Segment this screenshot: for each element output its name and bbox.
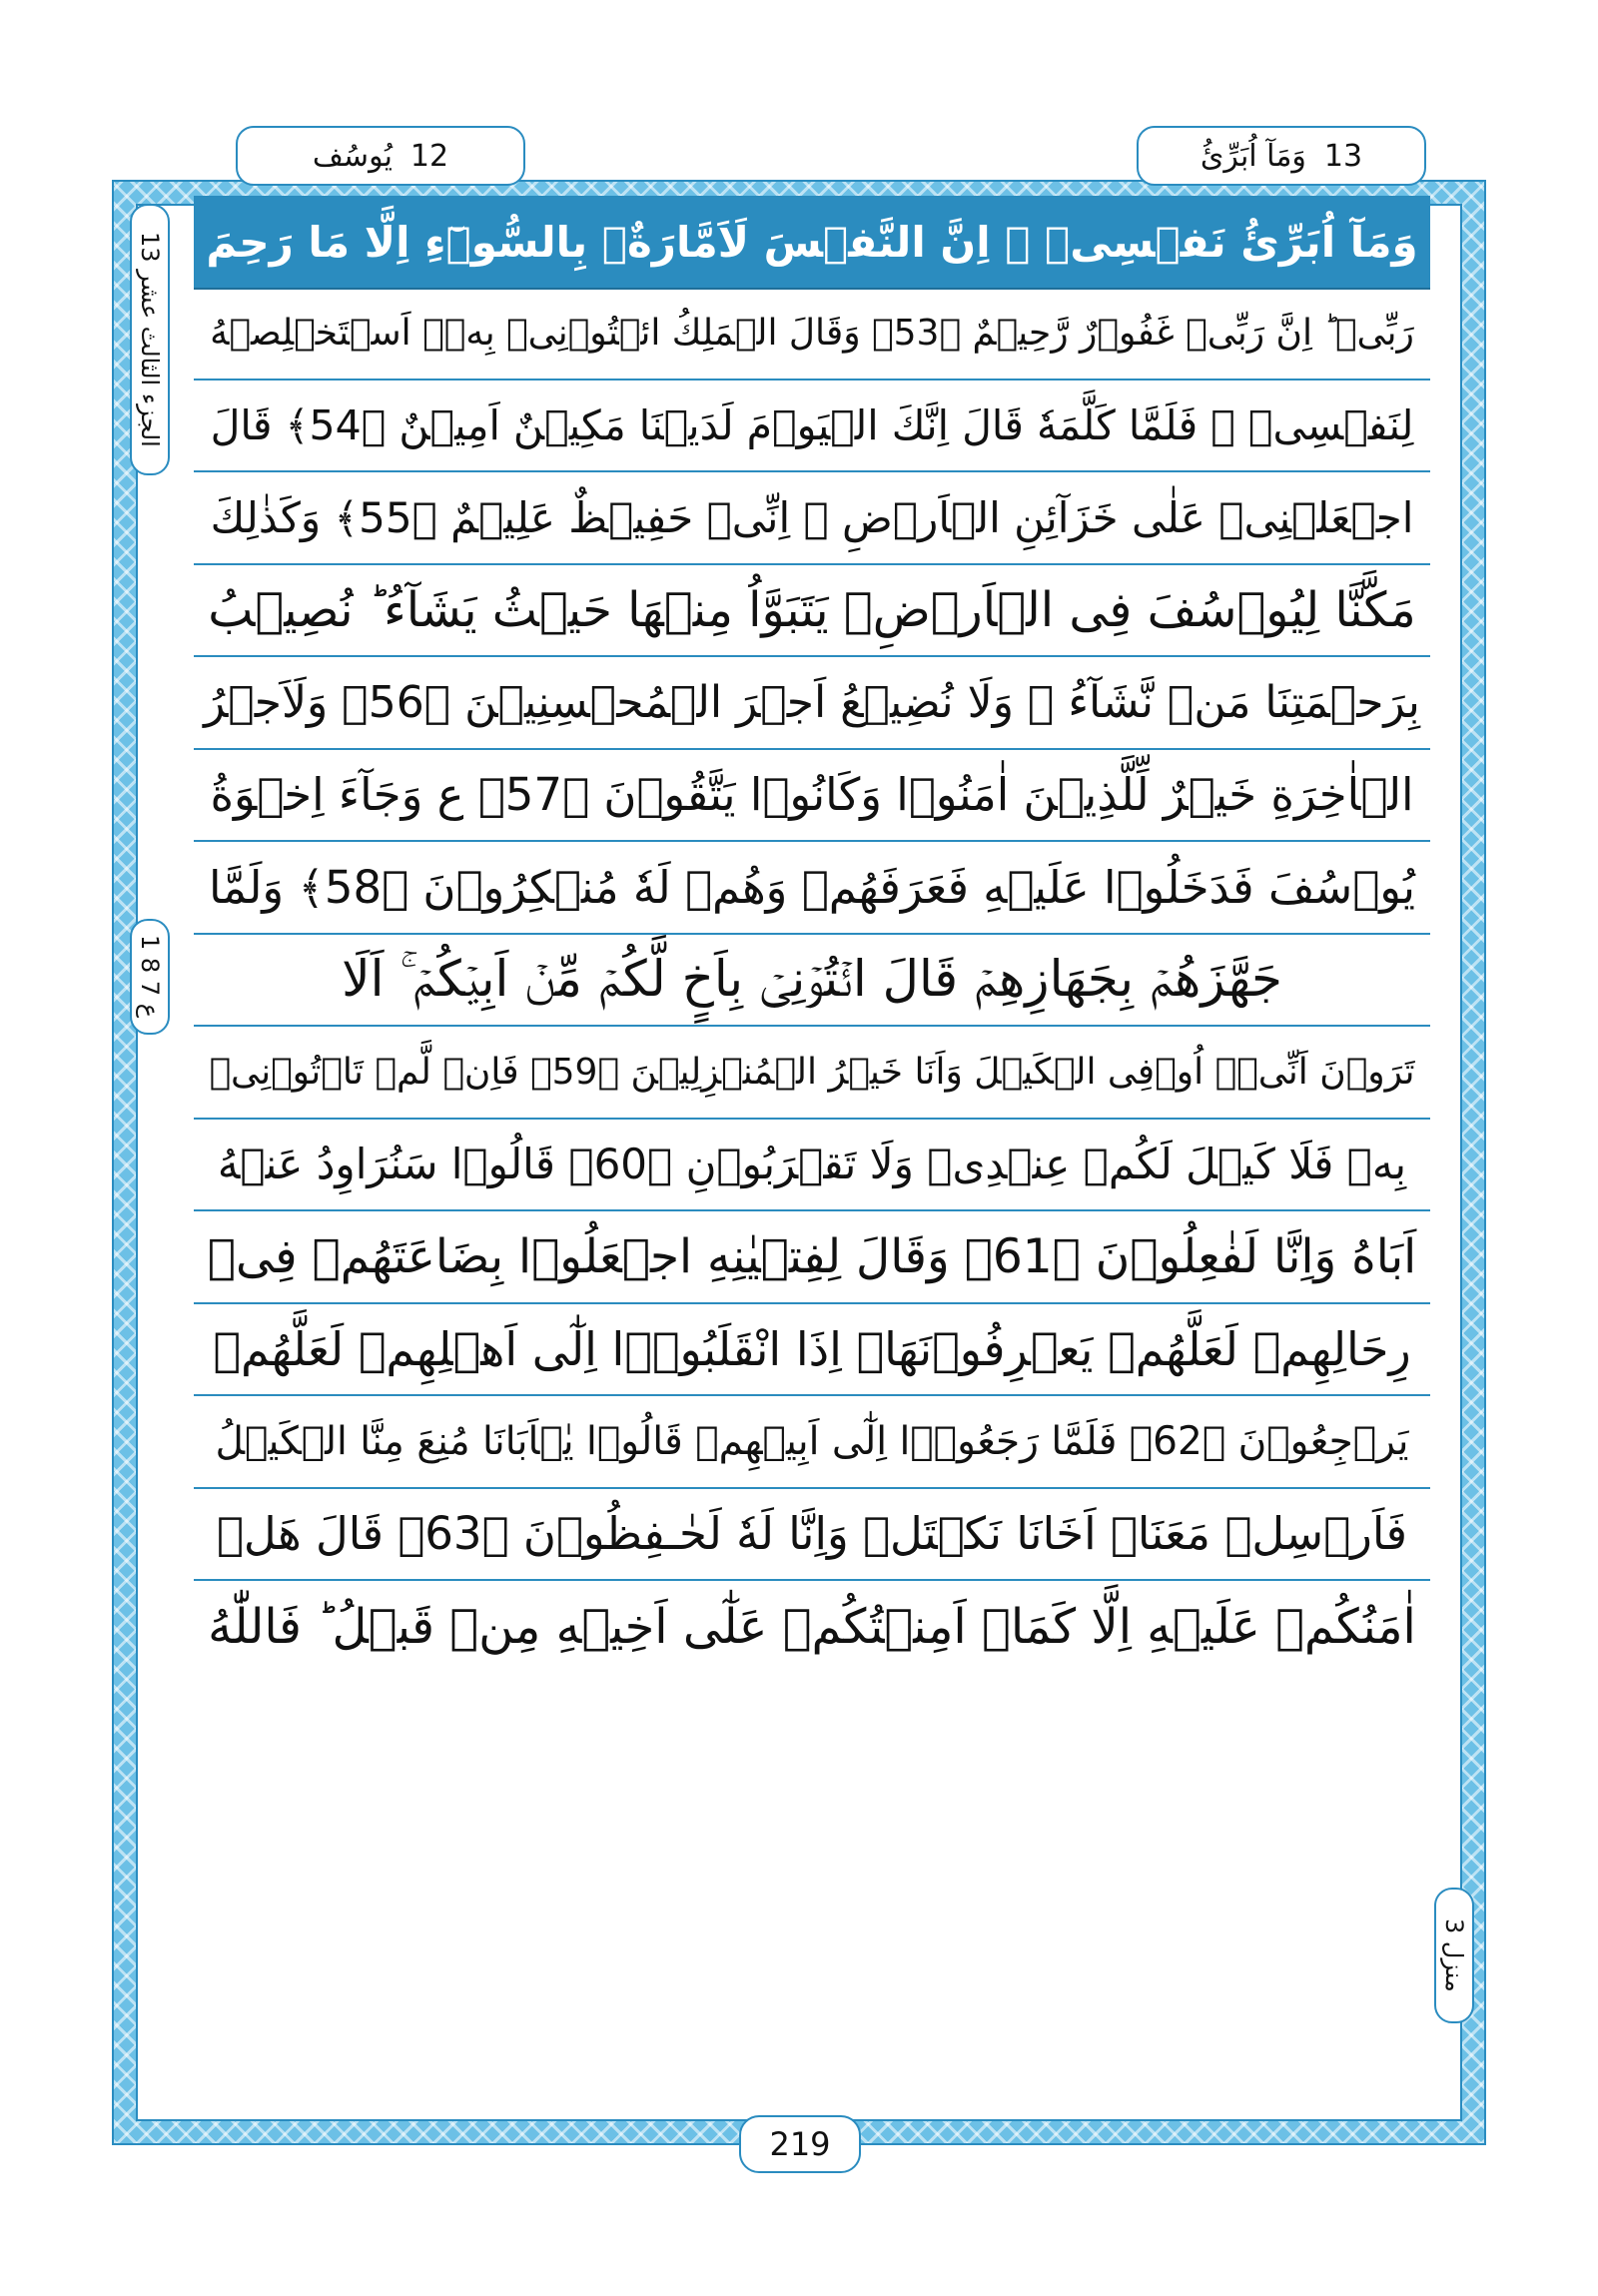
- surah-header: [236, 126, 525, 186]
- highlighted-verse-banner: [194, 196, 1430, 290]
- ruku-side-text: ع 7 8 1: [136, 935, 164, 1019]
- verse-line-text: لِنَفۡسِىۡ‌ ۚ فَلَمَّا كَلَّمَهٗ قَالَ اِنَّكَ الۡيَوۡمَ لَدَيۡنَا مَكِيۡنٌ اَمِيۡنٌ‏ ﴿54﴾ قَالَ: [210, 400, 1414, 449]
- verse-line-text: بِهٖ فَلَا كَيۡلَ لَكُمۡ عِنۡدِىۡ وَلَا تَقۡرَبُوۡنِ‏ ﴿60﴾ قَالُوۡا سَنُرَاوِدُ عَنۡهُ: [217, 1140, 1407, 1189]
- ruku-side-label: [130, 919, 170, 1035]
- verse-lines: [194, 288, 1430, 1674]
- verse-line: [194, 1304, 1430, 1397]
- juz-header: [1137, 126, 1426, 186]
- verse-line-text: رِحَالِهِمۡ لَعَلَّهُمۡ يَعۡرِفُوۡنَهَاۤ اِذَا انْقَلَبُوۡۤا اِلٰٓى اَهۡلِهِمۡ لَعَلَّهُمۡ: [213, 1321, 1411, 1376]
- verse-line-text: الۡاٰخِرَةِ خَيۡرٌ لِّلَّذِيۡنَ اٰمَنُوۡا وَكَانُوۡا يَتَّقُوۡنَ ﴿57﴾ ع وَجَآءَ اِخۡوَةُ: [210, 768, 1414, 822]
- juz-side-text: الجزء الثالث عشر 13: [136, 232, 164, 447]
- verse-line-text: تَرَوۡنَ اَنِّىۡۤ اُوۡفِى الۡكَيۡلَ وَاَنَا خَيۡرُ الۡمُنۡزِلِيۡنَ‏ ﴿59﴾ فَاِنۡ لَّمۡ تَاۡتُوۡنِىۡ: [209, 1051, 1415, 1093]
- verse-line-text: اَبَاهُ وَاِنَّا لَفٰعِلُوۡنَ‏ ﴿61﴾ وَقَالَ لِفِتۡيٰنِهِ اجۡعَلُوۡا بِضَاعَتَهُمۡ فِىۡ: [207, 1228, 1417, 1284]
- verse-line-text: يَرۡجِعُوۡنَ‏ ﴿62﴾ فَلَمَّا رَجَعُوۡۤا اِلٰٓى اَبِيۡهِمۡ قَالُوۡا يٰۤاَبَانَا مُنِعَ مِنَّا الۡكَيۡلُ: [215, 1418, 1409, 1464]
- verse-line: [194, 750, 1430, 843]
- verse-line-text: بِرَحۡمَتِنَا مَنۡ نَّشَآءُ‌ ۖ وَلَا نُضِيۡعُ اَجۡرَ الۡمُحۡسِنِيۡنَ ﴿56﴾ وَلَاَجۡرُ: [204, 676, 1420, 728]
- verse-line-text: جَهَّزَهُمۡ بِجَهَازِهِمۡ قَالَ ائۡتُوۡنِىۡ بِاَخٍ لَّكُمۡ مِّنۡ اَبِيۡكُمۡ‌ ۚ اَلَا: [342, 950, 1282, 1009]
- verse-line: [194, 565, 1430, 658]
- surah-number: 12: [409, 138, 449, 174]
- page-number-text: 219: [769, 2125, 831, 2163]
- verse-line: [194, 657, 1430, 750]
- verse-line: [194, 1027, 1430, 1120]
- verse-line: [194, 381, 1430, 473]
- verse-line-text: يُوۡسُفَ فَدَخَلُوۡا عَلَيۡهِ فَعَرَفَهُمۡ وَهُمۡ لَهٗ مُنۡكِرُوۡنَ‏ ﴿58﴾ وَلَمَّا: [208, 860, 1416, 914]
- juz-side-label: [130, 204, 170, 475]
- verse-line: [194, 1120, 1430, 1212]
- verse-line: [194, 1489, 1430, 1582]
- verse-line-text: اٰمَنُكُمۡ عَلَيۡهِ اِلَّا كَمَاۤ اَمِنۡتُكُمۡ عَلٰٓى اَخِيۡهِ مِنۡ قَبۡلُ‌ ؕ فَاللّٰهُ: [208, 1599, 1416, 1656]
- verse-line: [194, 288, 1430, 381]
- verse-line-text: اجۡعَلۡنِىۡ عَلٰى خَزَآئِنِ الۡاَرۡضِ‌ ۚ اِنِّىۡ حَفِيۡظٌ عَلِيۡمٌ ﴿55﴾ وَكَذٰلِكَ: [210, 492, 1414, 542]
- manzil-side-label: [1434, 1888, 1474, 2023]
- surah-name: يُوسُف: [312, 138, 393, 174]
- verse-line-text: فَاَرۡسِلۡ مَعَنَاۤ اَخَانَا نَكۡتَلۡ وَاِنَّا لَهٗ لَحٰـفِظُوۡنَ‏ ﴿63﴾ قَالَ هَلۡ: [216, 1507, 1408, 1561]
- juz-name: وَمَآ اُبَرِّئُ: [1199, 138, 1306, 174]
- banner-text: وَمَآ اُبَرِّئُ نَفۡسِىۡ‌ ۚ اِنَّ النَّفۡسَ لَاَمَّارَةٌۢ بِالسُّوۡٓءِ اِلَّا مَا رَحِمَ: [206, 217, 1418, 267]
- verse-line: [194, 842, 1430, 935]
- verse-line: [194, 472, 1430, 565]
- juz-number: 13: [1323, 138, 1363, 174]
- verse-line: [194, 1211, 1430, 1304]
- verse-line: [194, 1581, 1430, 1674]
- verse-line-text: مَكَّنَّا لِيُوۡسُفَ فِى الۡاَرۡضِ‌ۚ يَتَبَوَّاُ مِنۡهَا حَيۡثُ يَشَآءُ‌ ؕ نُصِيۡبُ: [208, 581, 1416, 638]
- verse-line-text: رَبِّىۡ‌ ؕ اِنَّ رَبِّىۡ غَفُوۡرٌ رَّحِيۡمٌ ﴿53﴾ وَقَالَ الۡمَلِكُ ائۡتُوۡنِىۡ بِهٖۤ اَسۡتَخۡلِصۡهُ: [210, 312, 1414, 354]
- manzil-side-text: منزل 3: [1440, 1918, 1468, 1992]
- verse-line: [194, 935, 1430, 1028]
- verse-line: [194, 1396, 1430, 1489]
- page-number: [739, 2115, 861, 2173]
